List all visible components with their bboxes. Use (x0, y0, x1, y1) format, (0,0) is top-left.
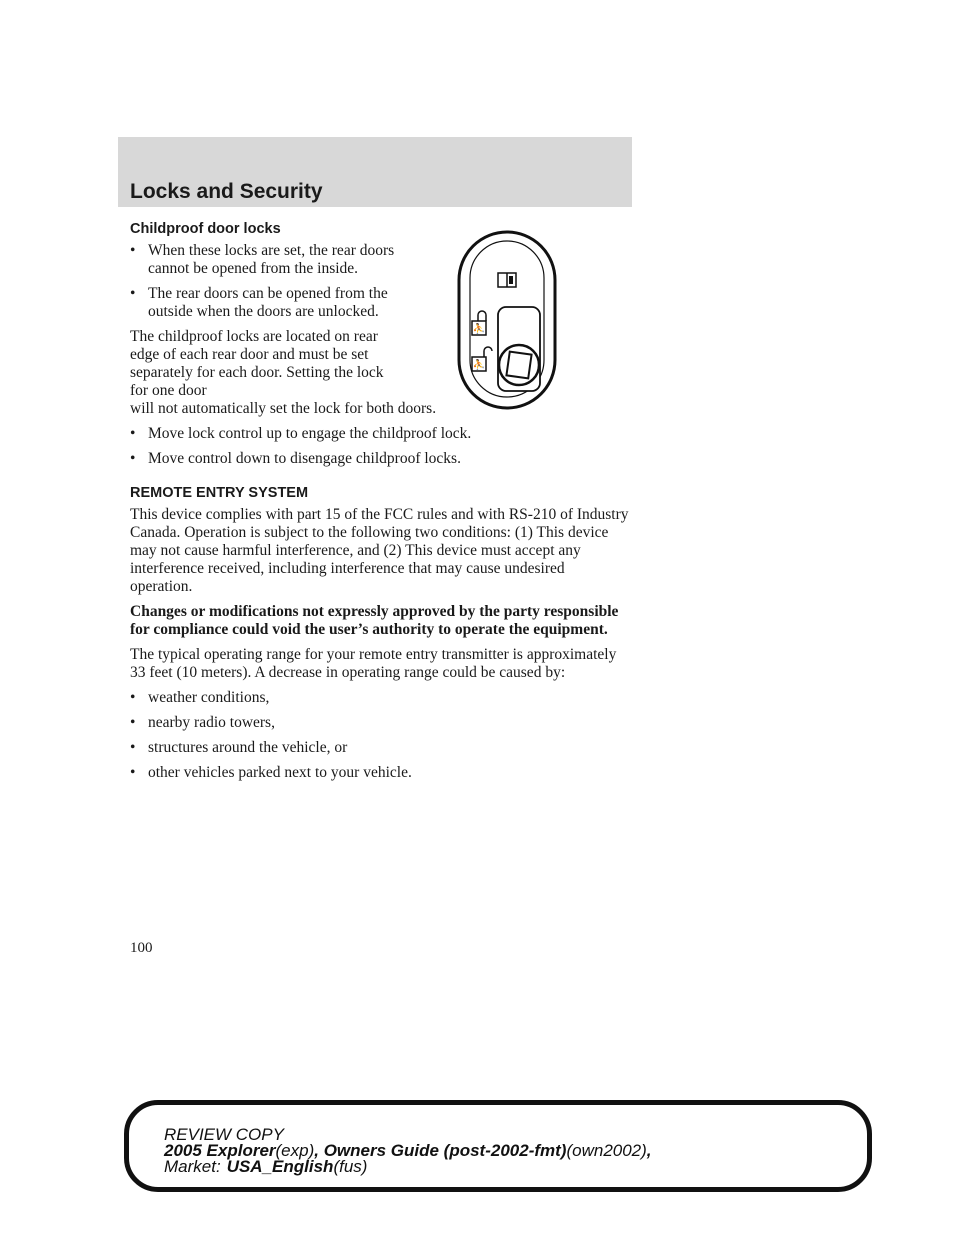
range-paragraph: The typical operating range for your remote entry transmitter is approximately 33 feet (10 meters). A decrease in operating range could be caused by: (130, 646, 617, 681)
list-item: • structures around the vehicle, or (130, 739, 348, 756)
bullet-icon: • (130, 450, 136, 467)
svg-text:⛹: ⛹ (472, 360, 486, 371)
list-item: • weather conditions, (130, 689, 270, 706)
page-number: 100 (130, 940, 153, 956)
list-item: • other vehicles parked next to your vehicle. (130, 764, 412, 781)
list-item: • Move lock control up to engage the childproof lock. (130, 425, 472, 442)
childproof-location-paragraph: The childproof locks are located on rear edge of each rear door and must be set separately for each door. Setting the lock for one door will not automatically set the lock for both doors. (130, 328, 437, 417)
warning-paragraph: Changes or modifications not expressly approved by the party responsible for compliance could void the user’s authority to operate the equipment. (130, 603, 619, 638)
section-title: Locks and Security (130, 180, 323, 203)
bullet-icon: • (130, 739, 136, 756)
fcc-paragraph: This device complies with part 15 of the FCC rules and with RS-210 of Industry Canada. Operation is subject to the following two conditions: (1) This device may not cause harmful interference, and (2) This device must accept any interference received, including interference that may cause undesired operation. (130, 506, 629, 595)
svg-text:⛹: ⛹ (472, 324, 486, 335)
list-item: • When these locks are set, the rear doors cannot be opened from the inside. (130, 242, 395, 277)
footer-review-copy: REVIEW COPY (164, 1125, 284, 1144)
page-content (130, 220, 630, 789)
footer-text (164, 1127, 824, 1175)
footer-market-line: Market: USA_English(fus) (164, 1157, 368, 1176)
bullet-icon: • (130, 285, 136, 302)
bullet-icon: • (130, 689, 136, 706)
list-item: • Move control down to disengage childproof locks. (130, 450, 461, 467)
list-item: • The rear doors can be opened from the outside when the doors are unlocked. (130, 285, 388, 320)
childproof-heading: Childproof door locks (130, 221, 281, 237)
bullet-icon: • (130, 714, 136, 731)
bullet-icon: • (130, 242, 136, 259)
footer-document-line: 2005 Explorer(exp), Owners Guide (post-2002-fmt)(own2002), (164, 1141, 652, 1160)
bullet-icon: • (130, 764, 136, 781)
bullet-icon: • (130, 425, 136, 442)
remote-entry-heading: REMOTE ENTRY SYSTEM (130, 485, 309, 501)
list-item: • nearby radio towers, (130, 714, 275, 731)
